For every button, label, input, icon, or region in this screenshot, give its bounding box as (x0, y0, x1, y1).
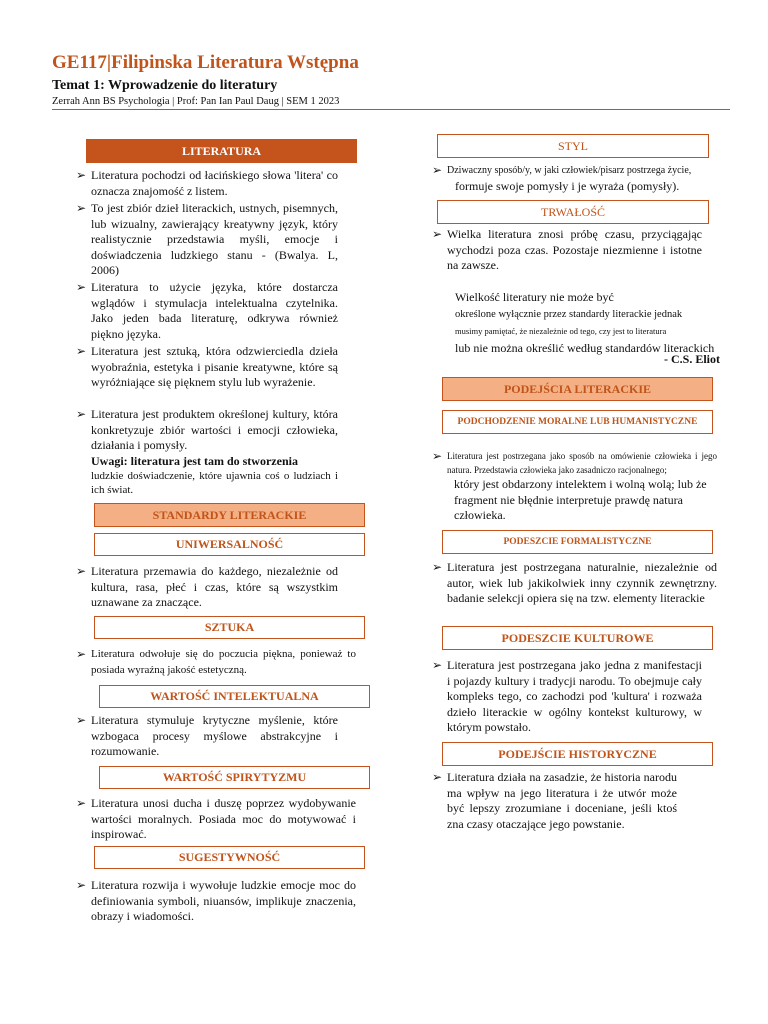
author-byline: Zerrah Ann BS Psychologia | Prof: Pan Ian Paul Daug | SEM 1 2023 (52, 96, 340, 107)
note-heading: Uwagi: literatura jest tam do stworzenia (91, 453, 298, 468)
list-item: ➢ Literatura odwołuje się do poczucia piękna, ponieważ to posiada wyraźną jakość estetyczną. (76, 647, 356, 676)
subheader-trwalosc: TRWAŁOŚĆ (437, 200, 709, 224)
list-item: ➢ Dziwaczny sposób/y, w jaki człowiek/pisarz postrzega życie, formuje swoje pomysły i je wyraża (pomysły). (432, 163, 692, 193)
arrow-bullet-icon: ➢ (432, 658, 443, 672)
eliot-quote: Wielkość literatury nie może być określone wyłącznie przez standardy literackie jednak musimy pamiętać, że niezależnie od tego, czy jest to literatura lub nie można określić według standardów literackich (455, 290, 715, 355)
subheader-formalistyczne: PODESZCIE FORMALISTYCZNE (442, 530, 713, 554)
arrow-bullet-icon: ➢ (76, 713, 87, 727)
subheader-wartosc-spirytyzmu: WARTOŚĆ SPIRYTYZMU (99, 766, 370, 789)
arrow-bullet-icon: ➢ (76, 564, 87, 578)
list-item: ➢ Literatura stymuluje krytyczne myślenie, które wzbogaca procesy myślowe abstrakcyjne i rozumowanie. (76, 713, 338, 758)
arrow-bullet-icon: ➢ (76, 796, 87, 810)
arrow-bullet-icon: ➢ (432, 560, 443, 574)
list-item: ➢ Literatura działa na zasadzie, że historia narodu ma wpływ na jego literatura i że utwór może być lepszy zrozumiane i doceniane, jeśli ktoś zna czasy otaczające jego powstanie. (432, 770, 677, 831)
section-header-podejscia: PODEJŚCIA LITERACKIE (442, 377, 713, 401)
list-item: ➢ To jest zbiór dzieł literackich, ustnych, pisemnych, lub wizualny, zawierający kreatywny język, który realistycznie przedstawia myśli, emocje i doświadczenia ludzkiego stanu - (Bwalya. L, 2006) (76, 201, 338, 277)
subheader-historyczne: PODEJŚCIE HISTORYCZNE (442, 742, 713, 766)
subheader-sztuka: SZTUKA (94, 616, 365, 639)
arrow-bullet-icon: ➢ (76, 201, 87, 215)
list-item: ➢ Literatura unosi ducha i duszę poprzez wydobywanie wartości moralnych. Posiada moc do motywować i inspirować. (76, 796, 356, 841)
page-title: GE117|Filipinska Literatura Wstępna (52, 52, 359, 73)
subheader-moralne: PODCHODZENIE MORALNE LUB HUMANISTYCZNE (442, 410, 713, 434)
list-item: ➢ Literatura to użycie języka, które dostarcza wglądów i stymulacja intelektualna czytelnika. Jako jeden bada literaturę, odkrywa również piękno języka. (76, 280, 338, 341)
arrow-bullet-icon: ➢ (76, 344, 87, 358)
arrow-bullet-icon: ➢ (76, 168, 87, 182)
list-item: ➢ Literatura jest postrzegana naturalnie, niezależnie od autor, wiek lub jakikolwiek inny czynnik zewnętrzny. badanie selekcji opiera się na tzw. elementy literackie (432, 560, 717, 605)
arrow-bullet-icon: ➢ (432, 770, 443, 784)
subheader-wartosc-intelektualna: WARTOŚĆ INTELEKTUALNA (99, 685, 370, 708)
arrow-bullet-icon: ➢ (432, 449, 443, 463)
list-item: ➢ Literatura jest sztuką, która odzwierciedla dzieła wyobraźnia, estetyka i pisanie kreatywne, które są wyróżniające się pięknem stylu lub wyrażenie. (76, 344, 338, 389)
arrow-bullet-icon: ➢ (432, 163, 443, 177)
section-header-standardy: STANDARDY LITERACKIE (94, 503, 365, 527)
list-item: ➢ Wielka literatura znosi próbę czasu, przyciągając wychodzi poza czas. Pozostaje niezmienne i istotne na zawsze. (432, 227, 702, 272)
arrow-bullet-icon: ➢ (76, 407, 87, 421)
topic-subtitle: Temat 1: Wprowadzenie do literatury (52, 78, 278, 93)
subheader-sugestywnosc: SUGESTYWNOŚĆ (94, 846, 365, 869)
quote-author: - C.S. Eliot (663, 352, 720, 366)
section-header-literatura: LITERATURA (86, 139, 357, 163)
list-item: ➢ Literatura przemawia do każdego, niezależnie od kultura, rasa, płeć i czas, które są wszystkim uznawane za znaczące. (76, 564, 338, 609)
subheader-kulturowe: PODESZCIE KULTUROWE (442, 626, 713, 650)
arrow-bullet-icon: ➢ (76, 280, 87, 294)
header-divider (52, 109, 730, 110)
list-item: ➢ Literatura jest postrzegana jako sposób na omówienie człowieka i jego natura. Przedstawia człowieka jako zasadniczo racjonalnego; który jest obdarzony intelektem i wolną wolą; lub że fragment nie błędnie interpretuje prawdę natura człowieka. (432, 449, 717, 522)
subheader-styl: STYL (437, 134, 709, 158)
list-item: ➢ Literatura rozwija i wywołuje ludzkie emocje moc do definiowania symboli, niuansów, implikuje znaczenia, obrazy i wiadomości. (76, 878, 356, 923)
arrow-bullet-icon: ➢ (76, 878, 87, 892)
list-item: ➢ Literatura pochodzi od łacińskiego słowa 'litera' co oznacza znajomość z listem. (76, 168, 338, 198)
note-text: ludzkie doświadczenie, które ujawnia coś o ludziach i ich świat. (91, 470, 338, 496)
arrow-bullet-icon: ➢ (76, 647, 87, 661)
subheader-uniwersalnosc: UNIWERSALNOŚĆ (94, 533, 365, 556)
arrow-bullet-icon: ➢ (432, 227, 443, 241)
list-item: ➢ Literatura jest postrzegana jako jedna z manifestacji i pojazdy kultury i tradycji narodu. To obejmuje cały kompleks tego, co zachodzi pod 'kultura' i rozważa dzieło literackie w ogólny kontekst kulturowy, w którym powstało. (432, 658, 702, 734)
list-item: ➢ Literatura jest produktem określonej kultury, która konkretyzuje zbiór wartości i emocji człowieka, działania i pomysły. Uwagi: literatura jest tam do stworzenia ludzkie doświadczenie, które ujawnia coś o ludziach i ich świat. (76, 407, 338, 496)
